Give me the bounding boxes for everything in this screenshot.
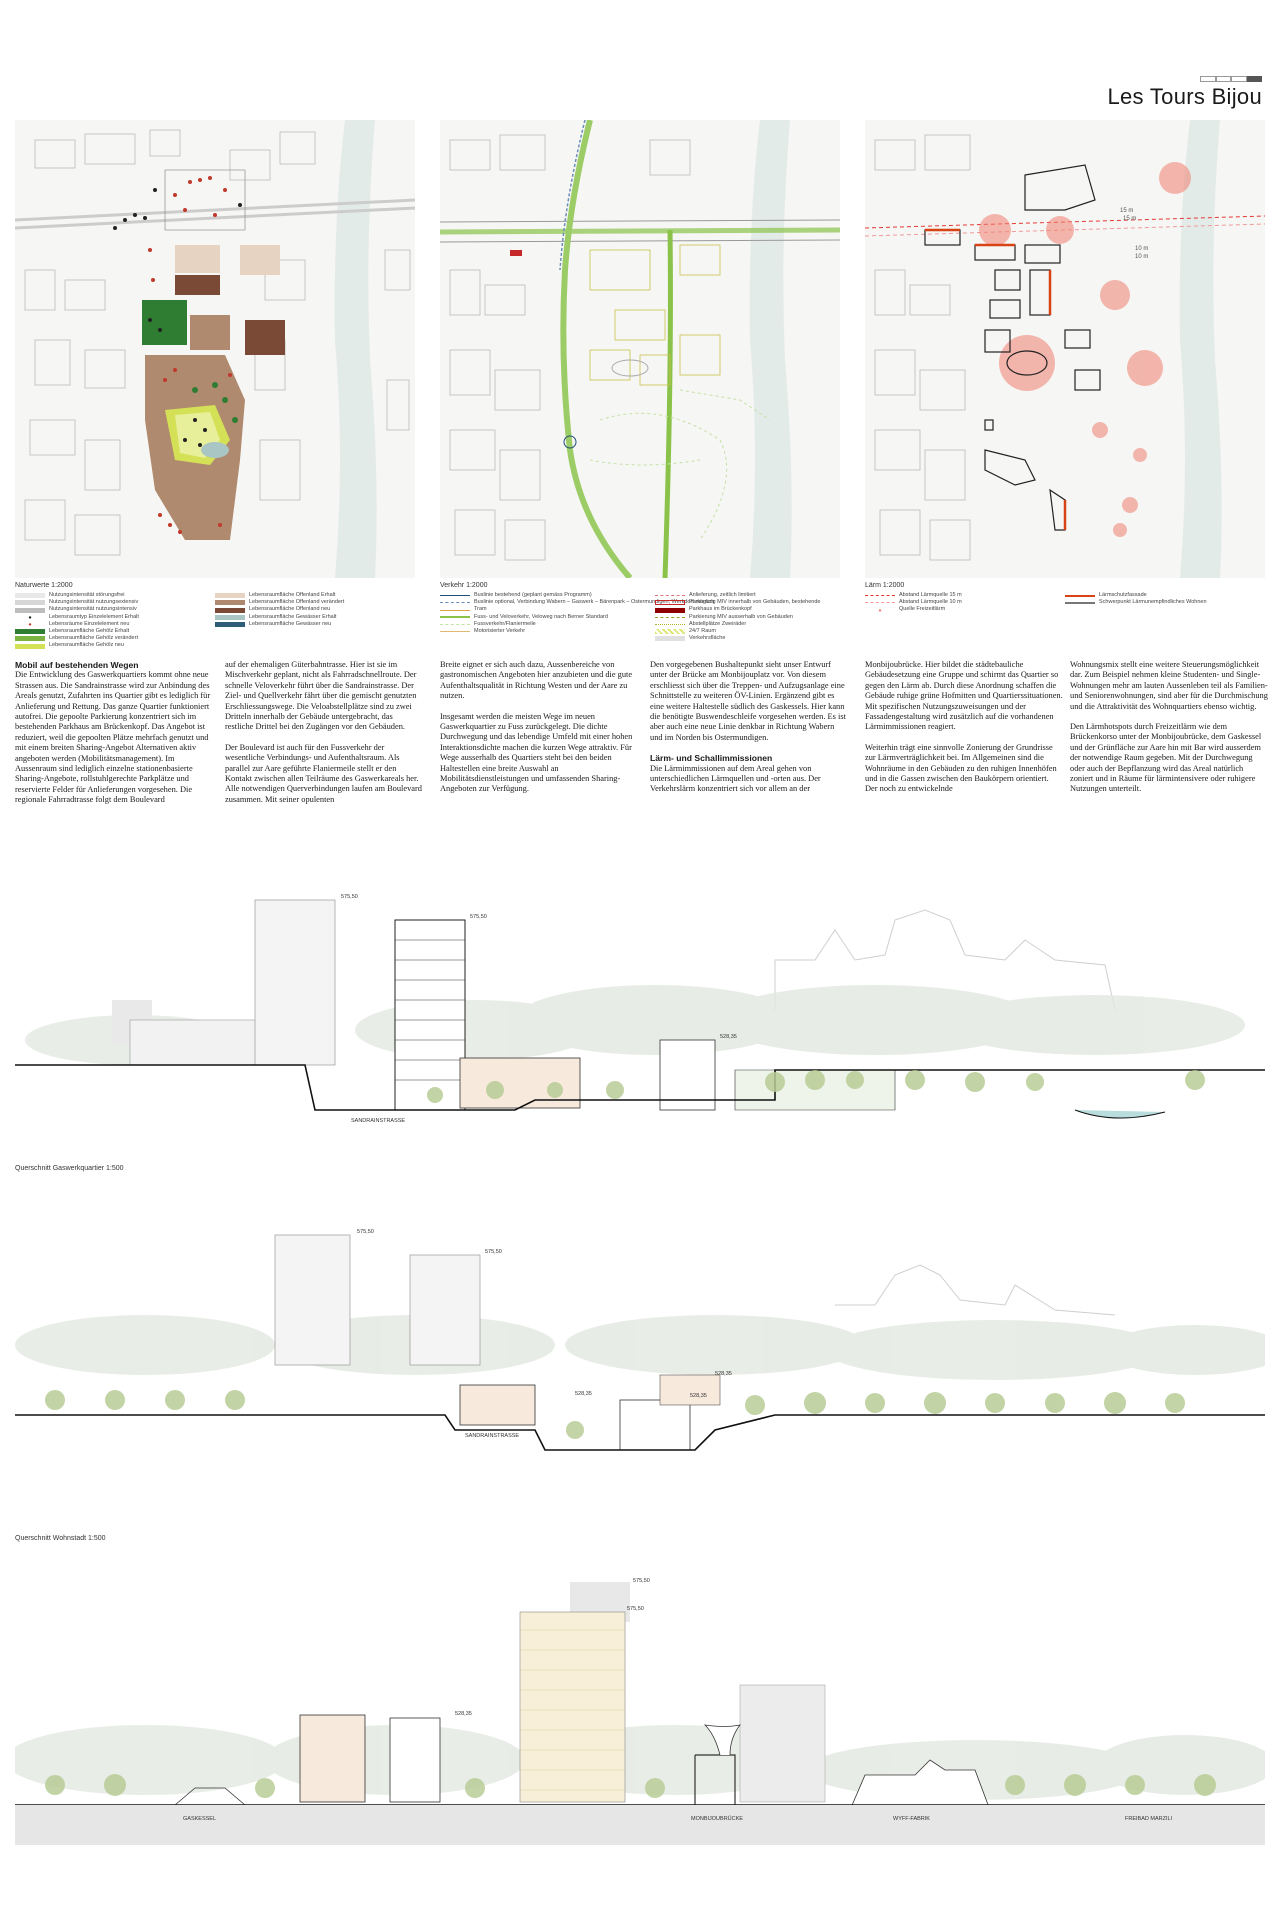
legend-item xyxy=(655,606,820,613)
legend-label: Tram xyxy=(474,606,487,613)
text-column-3 xyxy=(440,660,638,795)
legend-swatch xyxy=(15,629,45,634)
legend-swatch xyxy=(440,602,470,603)
section-label-gaskessel: GASKESSEL xyxy=(183,1816,217,1822)
level-label: 575,50 xyxy=(341,894,358,900)
legend-swatch xyxy=(655,617,685,618)
section-label-wyff-fabrik: WYFF-FABRIK xyxy=(893,1816,930,1822)
paragraph: Breite eignet er sich auch dazu, Aussenbereiche von gastronomischen Angeboten hier anzubieten und die gute Aufenthaltsqualität in Richtung Westen und der Aare zu nutzen. xyxy=(440,660,633,701)
map-verkehr xyxy=(440,120,840,578)
legend-label: Parkierung MIV ausserhalb von Gebäuden xyxy=(689,613,793,620)
heading-mobil: Mobil auf bestehenden Wegen xyxy=(15,660,139,670)
legend-label: Motorisierter Verkehr xyxy=(474,628,526,635)
legend-item xyxy=(15,606,139,613)
section-wohnstadt xyxy=(15,1185,1265,1515)
legend-item xyxy=(15,628,139,635)
text-column-6 xyxy=(1070,660,1268,795)
legend-swatch xyxy=(440,610,470,611)
legend-item xyxy=(15,592,139,599)
legend-label: Buslinie bestehend (geplant gemäss Programm) xyxy=(474,592,592,598)
paragraph: Insgesamt werden die meisten Wege im neuen Gaswerkquartier zu Fuss zurückgelegt. Die dichte Durchwegung und das lebendige Umfeld mit einer hohen Interaktionsdichte machen die kurzen Wege attraktiv. Für Wege ausserhalb des Quartiers steht bei den beiden Haltestellen eine breite Auswahl an Mobilitätsdienstleistungen und umfassenden Sharing-Angeboten zur Verfügung. xyxy=(440,711,633,794)
map-caption-laerm: Lärm 1:2000 xyxy=(865,582,905,589)
street-label: SANDRAINSTRASSE xyxy=(465,1433,520,1439)
map-laerm-drawing xyxy=(865,120,1265,578)
legend-label: Abstand Lärmquelle 15 m xyxy=(899,592,962,598)
legend-dot: ● xyxy=(878,607,882,614)
legend-swatch xyxy=(440,616,470,618)
text-column-5 xyxy=(865,660,1063,795)
section-2-drawing xyxy=(15,1185,1265,1515)
section-3 xyxy=(15,1560,1265,1845)
legend-naturwerte-left xyxy=(15,592,139,650)
heading-laerm: Lärm- und Schallimmissionen xyxy=(650,753,773,764)
legend-swatch xyxy=(865,595,895,596)
paragraph: Den Lärmhotspots durch Freizeitlärm wie dem Brückenkorso unter der Monbijoubrücke, dem Gaskessel und der Grünfläche zur Aare hin mit Bar wird ausserdem der notwendige Raum gegeben. Mit der Durchwegung oder auch der Bepflanzung wird das Areal natürlich zoniert und in Räume für lärmintensivere oder ruhigere Nutzungen unterteilt. xyxy=(1070,722,1262,794)
level-label: 528,35 xyxy=(575,1391,592,1397)
legend-label: Lebensraumfläche Gewässer Erhalt xyxy=(249,613,337,620)
legend-swatch xyxy=(655,636,685,641)
legend-item xyxy=(1065,592,1207,599)
title-scale-bar xyxy=(1200,76,1262,82)
level-label: 575,50 xyxy=(485,1249,502,1255)
legend-swatch xyxy=(215,622,245,627)
paragraph: Die Lärmimmissionen auf dem Areal gehen von unterschiedlichen Lärmquellen und -orten aus. Der Verkehrslärm konzentriert sich vor allem an der xyxy=(650,763,821,794)
legend-item xyxy=(655,614,820,621)
legend-dot: ● xyxy=(28,621,32,628)
text-column-4 xyxy=(650,660,848,795)
legend-swatch xyxy=(1065,602,1095,604)
legend-swatch xyxy=(15,636,45,641)
legend-item xyxy=(215,606,344,613)
legend-swatch xyxy=(15,644,45,649)
paragraph: Den vorgegebenen Bushaltepunkt sieht unser Entwurf unter der Brücke am Monbijouplatz vor. Von diesem erschliesst sich über die Treppen- und Aufzugsanlage eine Schnittstelle zu weiteren ÖV-Linien. Ergänzend gibt es eine weitere Haltestelle südlich des Gaskessels. Hier kann die benötigte Buswendeschleife vorgesehen werden. Es ist aber auch eine neue Linie denkbar in Richtung Wabern und im Norden bis Ostermundigen. xyxy=(650,660,846,742)
legend-swatch xyxy=(440,595,470,596)
legend-item xyxy=(15,599,139,606)
section-gaswerkquartier xyxy=(15,850,1265,1145)
legend-label: Quelle Freizeitlärm xyxy=(899,606,946,613)
legend-label: Lebensraumfläche Gehölz Erhalt xyxy=(49,628,130,635)
paragraph: Wohnungsmix stellt eine weitere Steuerungsmöglichkeit dar. Zum Beispiel nehmen kleine Studenten- und Single-Wohnungen mehr am lauten Aussenleben teil als Familien- und Seniorenwohnungen, sind aber für die Durchmischung und die Attraktivität des Wohnquartiers ebenso wichtig. xyxy=(1070,660,1268,711)
legend-label: Anlieferung, zeitlich limitiert xyxy=(689,592,756,598)
paragraph: Monbijoubrücke. Hier bildet die städtebauliche Gebäudesetzung eine Gruppe und schirmt das Quartier so gegen den Lärm ab. Durch diese Anordnung schaffen die Gebäude ruhige grüne Hofmitten und Quartierssituationen. Mit spezifischen Nutzungszuweisungen und der Fassadengestaltung wird zusätzlich auf die vorhandenen Lärmimmissionen reagiert. xyxy=(865,660,1063,732)
legend-label: Lebensraumfläche Offenland Erhalt xyxy=(249,592,336,598)
paragraph: Die Entwicklung des Gaswerkquartiers kommt ohne neue Strassen aus. Die Sandrainstrasse wird zur Anbindung des Areals genutzt, Zufahrten ins Quartier gibt es lediglich für Anlieferung und Rettung. Das ganze Quartier funktioniert autofrei. Die gepoolte Parkierung konzentriert sich im bestehenden Parkhaus am Brückenkopf. Das Angebot ist reduziert, weil die gepoolten Plätze mehrfach genutzt und mit einem breiten Sharing-Angebot Alternativen aktiv angeboten werden (Mobilitätsmanagement). Im Aussenraum sind lediglich einzelne stationenbasierte Sharing-Angebote, rollstuhlgerechte Parkplätze und reservierte Felder für Anlieferungen vorgesehen. Die regionale Fahrradtrasse folgt dem Boulevard xyxy=(15,670,211,805)
level-label: 528,35 xyxy=(690,1393,707,1399)
legend-item xyxy=(655,592,820,599)
legend-swatch xyxy=(1065,595,1095,597)
paragraph: auf der ehemaligen Güterbahntrasse. Hier ist sie im Mischverkehr geplant, nicht als Fahrradschnellroute. Der schnelle Veloverkehr führt über die Sandrainstrasse. Der Ziel- und Quellverkehr fährt über die gemischt genutzten Erschliessungswege. Die Veloabstellplätze sind zu zwei Dritteln innerhalb der Gebäude untergebracht, das restliche Drittel bei den Zugängen vor den Gebäuden. xyxy=(225,660,417,732)
legend-item xyxy=(215,599,344,606)
legend-label: Parkhaus im Brückenkopf xyxy=(689,606,752,613)
level-label: 528,35 xyxy=(455,1711,472,1717)
legend-item xyxy=(215,621,344,628)
legend-item xyxy=(1065,599,1207,606)
map-laerm-label: 15 m xyxy=(1123,216,1137,222)
legend-label: Nutzungsintensität störungsfrei xyxy=(49,592,125,598)
legend-swatch xyxy=(215,593,245,598)
text-column-2 xyxy=(225,660,423,805)
legend-item xyxy=(15,642,139,649)
text-column-1 xyxy=(15,660,213,806)
legend-label: Lebensräume Einzelelement neu xyxy=(49,620,130,627)
street-label: SANDRAINSTRASSE xyxy=(351,1118,406,1124)
section-1-drawing xyxy=(15,850,1265,1145)
legend-naturwerte-right xyxy=(215,592,344,628)
legend-item xyxy=(15,635,139,642)
legend-swatch xyxy=(215,600,245,605)
section-2-caption: Querschnitt Wohnstadt 1:500 xyxy=(15,1535,106,1542)
legend-swatch xyxy=(15,600,45,605)
legend-label: Verkehrsfläche xyxy=(689,635,726,642)
legend-laerm-right xyxy=(1065,592,1207,606)
legend-item xyxy=(655,599,820,606)
legend-swatch xyxy=(655,595,685,596)
paragraph: Der Boulevard ist auch für den Fussverkehr der wesentliche Verbindungs- und Aufenthaltsraum. Als parallel zur Aare geführte Flaniermeile stellt er den Kontakt zwischen allen Teilräume des Gaswerkareals her. Alle notwendigen Querverbindungen laufen am Boulevard zusammen. Mit seiner opulenten xyxy=(225,742,422,804)
map-naturwerte xyxy=(15,120,415,578)
legend-label: Schwerpunkt Lärmunempfindliches Wohnen xyxy=(1099,599,1207,606)
legend-item xyxy=(15,621,139,628)
legend-swatch xyxy=(215,615,245,620)
legend-label: Buslinie optional, Verbindung Wabern – Gaswerk – Bärenpark – Ostermundigen, Werkdorf möglich xyxy=(474,599,715,606)
legend-label: Lebensraumfläche Offenland neu xyxy=(249,606,331,613)
legend-item xyxy=(215,614,344,621)
map-naturwerte-drawing xyxy=(15,120,415,578)
legend-item xyxy=(865,606,962,613)
level-label: 575,50 xyxy=(357,1229,374,1235)
legend-label: Lebensraumtyp Einzelelement Erhalt xyxy=(49,613,139,620)
map-laerm xyxy=(865,120,1265,578)
level-label: 528,35 xyxy=(720,1034,737,1040)
legend-verkehr-right xyxy=(655,592,820,642)
paragraph: Weiterhin trägt eine sinnvolle Zonierung der Grundrisse zur Lärmverträglichkeit bei. Im Allgemeinen sind die Wohnräume in den Gebäuden zu den ruhigen Innenhöfen und in die Gassen zwischen den Baukörpern orientiert. Der noch zu entwickelnde xyxy=(865,742,1057,794)
legend-label: Nutzungsintensität nutzungsintensiv xyxy=(49,606,137,613)
legend-swatch xyxy=(440,624,470,625)
level-label: 575,50 xyxy=(633,1578,650,1584)
map-laerm-label: 10 m xyxy=(1135,254,1149,260)
level-label: 575,50 xyxy=(470,914,487,920)
legend-swatch xyxy=(15,608,45,613)
legend-item xyxy=(865,599,962,606)
legend-label: 24/7 Raum xyxy=(689,628,716,635)
map-caption-naturwerte: Naturwerte 1:2000 xyxy=(15,582,73,589)
legend-label: Lebensraumfläche Offenland verändert xyxy=(249,599,345,606)
map-laerm-label: 15 m xyxy=(1120,208,1134,214)
legend-item xyxy=(865,592,962,599)
legend-label: Lebensraumfläche Gehölz verändert xyxy=(49,635,138,642)
legend-label: Lebensraumfläche Gewässer neu xyxy=(249,620,332,627)
section-label-freibad-marzili: FREIBAD MARZILI xyxy=(1125,1816,1173,1822)
legend-label: Parkierung MIV innerhalb von Gebäuden, bestehende xyxy=(689,599,821,606)
legend-laerm-left xyxy=(865,592,962,614)
legend-swatch xyxy=(655,600,685,605)
legend-swatch xyxy=(15,593,45,598)
legend-item xyxy=(15,614,139,621)
legend-label: Lärmschutzfassade xyxy=(1099,592,1147,598)
map-laerm-label: 10 m xyxy=(1135,246,1149,252)
legend-label: Nutzungsintensität nutzungsextensiv xyxy=(49,599,139,606)
legend-swatch xyxy=(215,608,245,613)
legend-label: Fussverkehr/Flaniermeile xyxy=(474,620,536,627)
section-label-monbijoubruecke: MONBIJOUBRÜCKE xyxy=(691,1816,743,1822)
legend-label: Abstand Lärmquelle 10 m xyxy=(899,599,962,606)
legend-swatch xyxy=(655,624,685,625)
legend-label: Abstellplätze Zweiräder xyxy=(689,620,747,627)
poster-title: Les Tours Bijou xyxy=(1107,84,1262,109)
section-1-caption: Querschnitt Gaswerkquartier 1:500 xyxy=(15,1165,124,1172)
legend-item xyxy=(655,635,820,642)
level-label: 575,50 xyxy=(627,1606,644,1612)
map-verkehr-drawing xyxy=(440,120,840,578)
section-3-drawing xyxy=(15,1560,1265,1845)
legend-swatch xyxy=(655,608,685,613)
map-caption-verkehr: Verkehr 1:2000 xyxy=(440,582,488,589)
legend-swatch xyxy=(655,629,685,634)
legend-swatch xyxy=(440,631,470,632)
legend-item xyxy=(215,592,344,599)
level-label: 528,35 xyxy=(715,1371,732,1377)
legend-label: Lebensraumfläche Gehölz neu xyxy=(49,642,124,649)
legend-label: Fuss- und Veloverkehr, Veloweg nach Berner Standard xyxy=(474,613,608,620)
legend-swatch xyxy=(865,602,895,603)
legend-dot: ● xyxy=(28,614,32,621)
legend-item xyxy=(655,628,820,635)
legend-item xyxy=(655,621,820,628)
